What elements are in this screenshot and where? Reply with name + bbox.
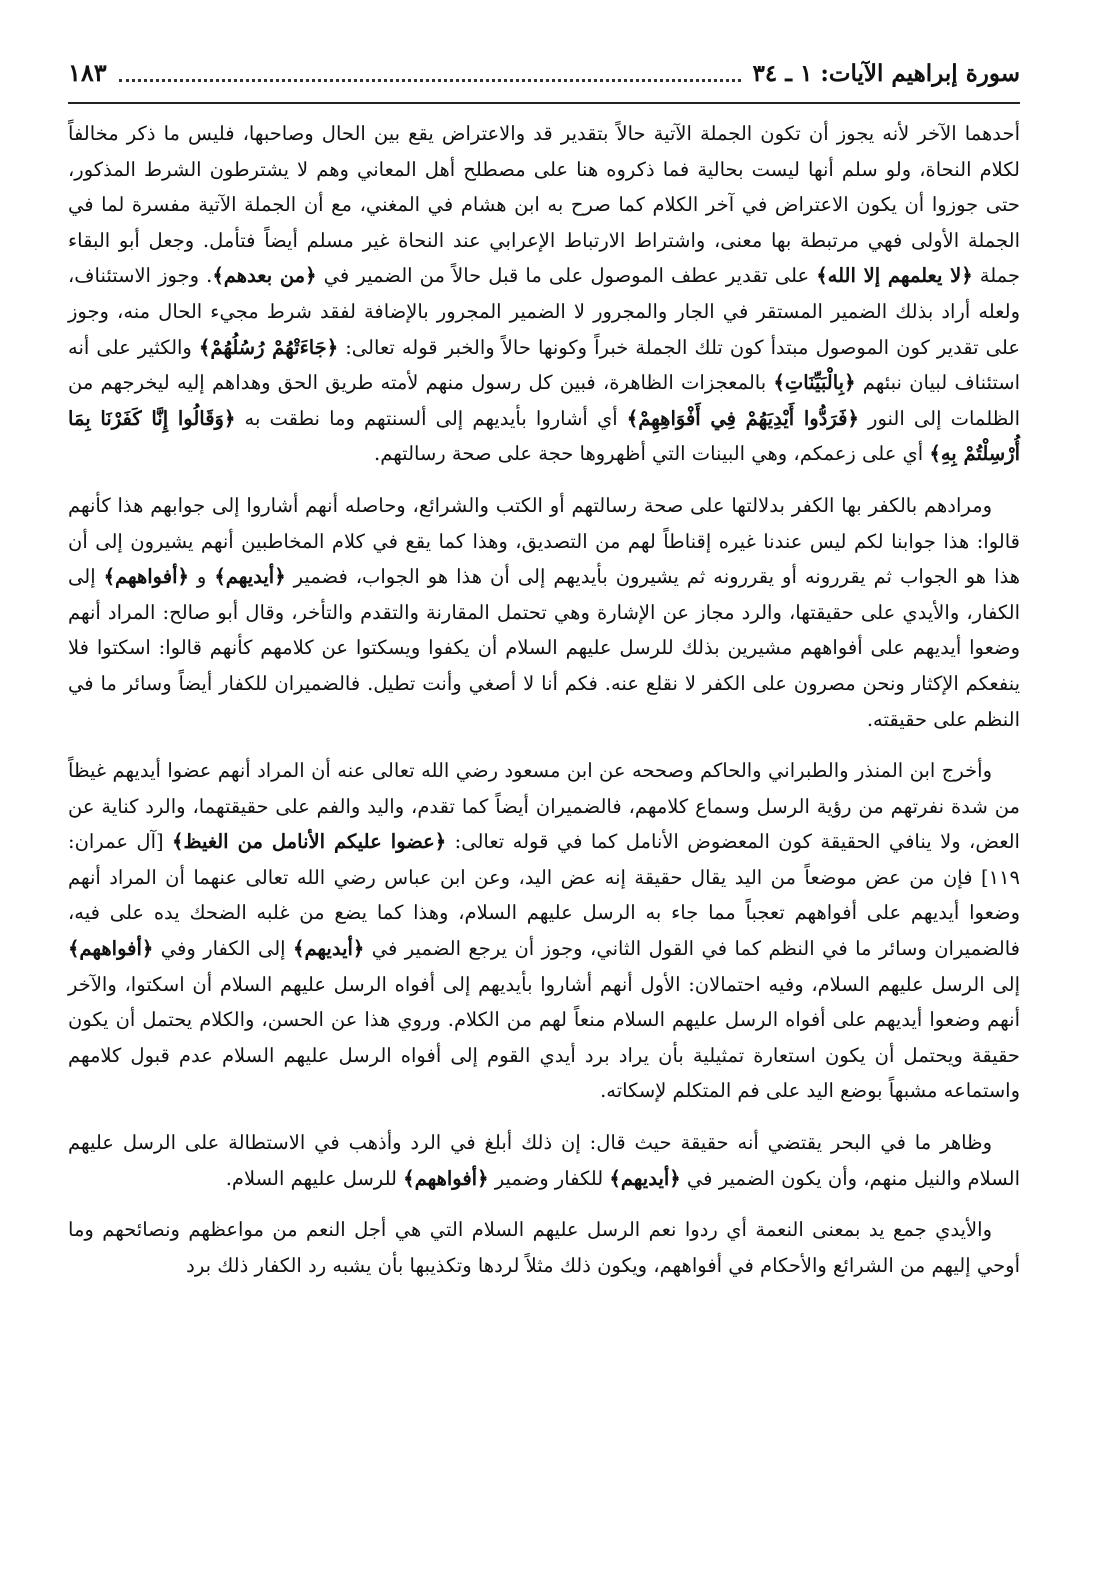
text-run: والكثير على أنه استئناف لبيان نبئهم xyxy=(68,335,1021,395)
quran-quote: ﴿وَقَالُوا إِنَّا كَفَرْنَا بِمَا أُرْسِلْتُمْ بِهِ﴾ xyxy=(68,406,1020,466)
quran-quote: ﴿أفواههم﴾ xyxy=(68,937,154,961)
text-run: للكفار وضمير xyxy=(488,1166,610,1190)
text-run: ومرادهم بالكفر بها الكفر بدلالتها على صحة رسالتهم أو الكتب والشرائع، وحاصله أنهم أشاروا إلى جوابهم هذا كأنهم قالوا: هذا جوابنا لكم ليس عندنا غيره إقناطاً لهم من التصديق، وهذا كما يقع في كلام المخاطبين أنهم يشيرون إلى أن هذا هو الجواب ثم يقررونه أو يقررونه ثم يشيرون بأيديهم إلى أن هذا هو الجواب، فضمير xyxy=(68,493,1020,589)
paragraph xyxy=(68,488,1020,737)
text-run: وأخرج ابن المنذر والطبراني والحاكم وصححه عن ابن مسعود رضي الله تعالى عنه أن المراد أنهم عضوا أيديهم غيظاً من شدة نفرتهم من رؤية الرسل وسماع كلامهم، فالضميران أيضاً كما تقدم، واليد والفم على حقيقتهما، والرد كناية عن العض، ولا ينافي الحقيقة كون المعضوض الأنامل كما في قوله تعالى: xyxy=(68,759,1020,854)
text-run: إلى الكفار، والأيدي على حقيقتها، والرد مجاز عن الإشارة وهي تحتمل المقارنة والتقدم والتأخر، وقال أبو صالح: المراد أنهم وضعوا أيديهم على أفواههم مشيرين بذلك للرسل عليهم السلام أن يكفوا ويسكتوا عن كلامهم كأنهم قالوا: اسكتوا فلا ينفعكم الإكثار ونحن مصرون على الكفر لا نقلع عنه. فكم أنا لا أصغي وأنت تطيل. فالضميران للكفار أيضاً وسائر ما في النظم على حقيقته. xyxy=(68,565,1020,731)
quran-quote: ﴿جَاءَتْهُمْ رُسُلُهُمْ﴾ xyxy=(198,335,339,359)
text-run: [آل عمران: ١١٩] فإن من عض موضعاً من اليد يقال حقيقة إنه عض اليد، وعن ابن عباس رضي الله تعالى عنهما أن المراد أنهم وضعوا أيديهم على أفواههم تعجباً مما جاء به الرسل عليهم السلام، وهذا كما يضع من غلبه الضحك يده على فيه، فالضميران وسائر ما في النظم كما في القول الثاني، وجوز أن يرجع الضمير في xyxy=(68,830,1021,961)
text-run: إلى الكفار وفي xyxy=(153,937,294,961)
page-body xyxy=(68,116,1020,1283)
quran-quote: ﴿أيديهم﴾ xyxy=(293,937,365,961)
text-run: إلى الرسل عليهم السلام، وفيه احتمالان: الأول أنهم أشاروا بأيديهم إلى أفواه الرسل عليهم السلام أن اسكتوا، والآخر أنهم وضعوا أيديهم على أفواه الرسل عليهم السلام منعاً لهم من الكلام. وروي هذا عن الحسن، والكلام يحتمل أن يكون حقيقة ويحتمل أن يكون استعارة تمثيلية بأن يراد برد أيدي القوم إلى أفواه الرسل عليهم السلام عدم قبول كلامهم واستماعه مشبهاً بوضع اليد على فم المتكلم لإسكاته. xyxy=(68,972,1020,1103)
quran-quote: ﴿فَرَدُّوا أَيْدِيَهُمْ فِي أَفْوَاهِهِمْ﴾ xyxy=(626,406,859,430)
text-run: للرسل عليهم السلام. xyxy=(225,1166,404,1190)
page-number: ١٨٣ xyxy=(68,58,107,87)
quran-quote: ﴿لا يعلمهم إلا الله﴾ xyxy=(816,264,973,288)
quran-quote: ﴿أيديهم﴾ xyxy=(214,565,286,589)
text-run: أي على زعمكم، وهي البينات التي أظهروها حجة على صحة رسالتهم. xyxy=(374,442,930,466)
quran-quote: ﴿أفواههم﴾ xyxy=(103,565,189,589)
quran-quote: ﴿أيديهم﴾ xyxy=(609,1166,681,1190)
text-run: على تقدير عطف الموصول على ما قبل حالاً من الضمير في xyxy=(316,264,817,288)
leader-dots xyxy=(119,78,741,82)
paragraph xyxy=(68,1125,1020,1196)
running-header xyxy=(68,58,1020,104)
paragraph xyxy=(68,753,1020,1109)
quran-quote: ﴿عضوا عليكم الأنامل من الغيظ﴾ xyxy=(172,830,447,854)
text-run: و xyxy=(188,565,215,589)
quran-quote: ﴿من بعدهم﴾ xyxy=(212,264,317,288)
quran-quote: ﴿أفواههم﴾ xyxy=(403,1166,489,1190)
paragraph xyxy=(68,116,1020,472)
quran-quote: ﴿بِالْبَيِّنَاتِ﴾ xyxy=(773,371,856,395)
text-run: أحدهما الآخر لأنه يجوز أن تكون الجملة الآتية حالاً بتقدير قد والاعتراض يقع بين الحال وصاحبها، فليس ما ذكر مخالفاً لكلام النحاة، ولو سلم أنها ليست بحالية فما ذكروه هنا على مصطلح أهل المعاني وهم لا يشترطون الشرط المذكور، حتى جوزوا أن يكون الاعتراض في آخر الكلام كما صرح به ابن هشام في المغني، مع أن الجملة الآتية مفسرة لما في الجملة الأولى فهي مرتبطة بها معنى، واشتراط الارتباط الإعرابي عند النحاة غير مسلم أيضاً فتأمل. وجعل أبو البقاء جملة xyxy=(68,122,1020,288)
text-run: . وجوز الاستئناف، ولعله أراد بذلك الضمير المستقر في الجار والمجرور لا الضمير المجرور بالإضافة لفقد شرط مجيء الحال منه، وجوز على تقدير كون الموصول مبتدأ كون تلك الجملة خبراً وكونها حالاً والخبر قوله تعالى: xyxy=(68,264,1021,359)
paragraph xyxy=(68,1212,1020,1283)
text-run: بالمعجزات الظاهرة، فبين كل رسول منهم لأمته طريق الحق وهداهم إليه ليخرجهم من الظلمات إلى النور xyxy=(68,371,1021,430)
text-run: أي أشاروا بأيديهم إلى ألسنتهم وما نطقت به xyxy=(235,406,627,430)
surah-title: سورة إبراهيم الآيات: ١ ـ ٣٤ xyxy=(752,60,1020,87)
text-run: والأيدي جمع يد بمعنى النعمة أي ردوا نعم الرسل عليهم السلام التي هي أجل النعم من مواعظهم ونصائحهم وما أوحي إليهم من الشرائع والأحكام في أفواههم، ويكون ذلك مثلاً لردها وتكذيبها بأن يشبه رد الكفار ذلك برد xyxy=(68,1218,1020,1277)
text-run: وظاهر ما في البحر يقتضي أنه حقيقة حيث قال: إن ذلك أبلغ في الرد وأذهب في الاستطالة على الرسل عليهم السلام والنيل منهم، وأن يكون الضمير في xyxy=(68,1131,1020,1190)
